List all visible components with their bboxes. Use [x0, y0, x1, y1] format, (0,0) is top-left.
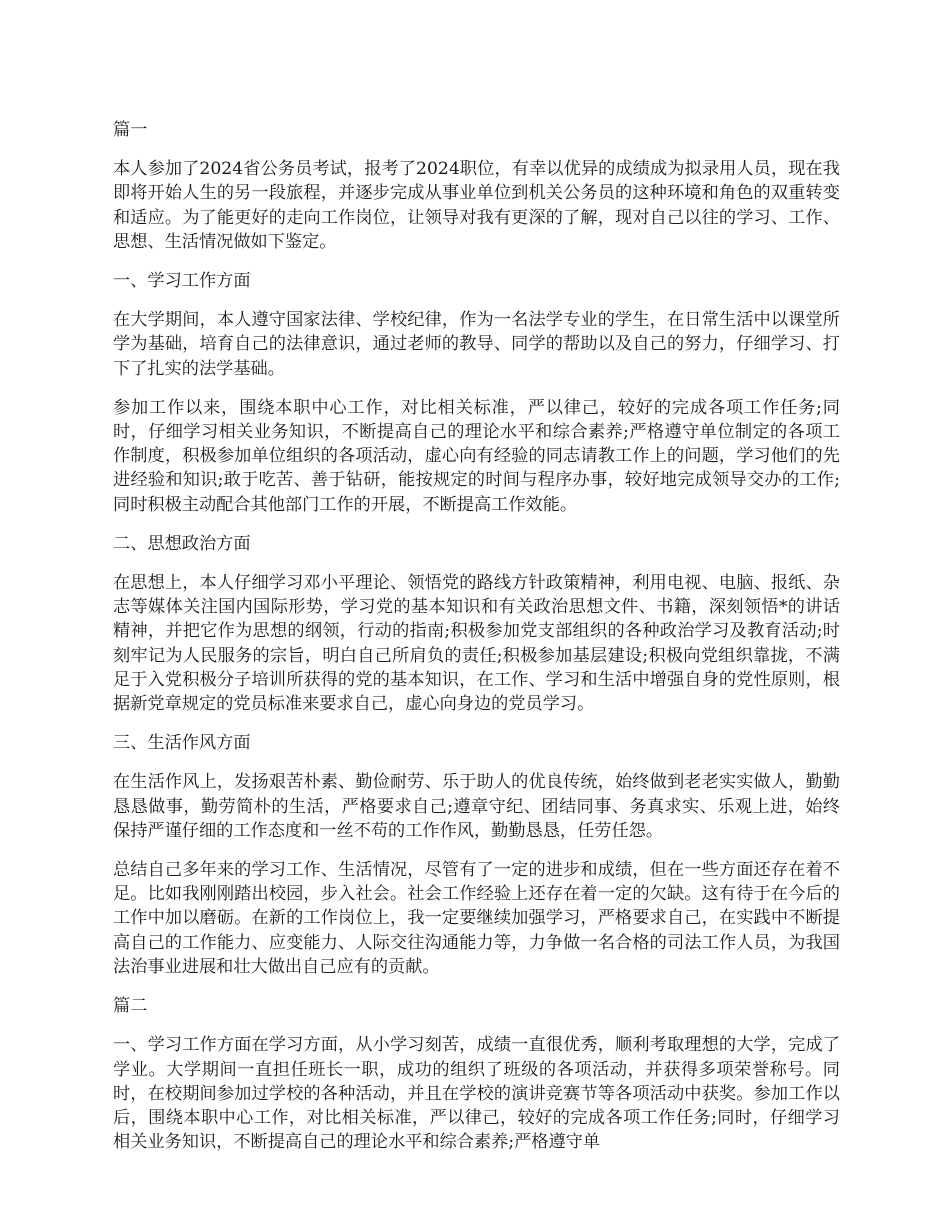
section-heading-political: 二、思想政治方面 [113, 533, 251, 554]
paragraph-intro: 本人参加了2024省公务员考试，报考了2024职位，有幸以优异的成绩成为拟录用人员，现在我即将开始人生的另一段旅程，并逐步完成从事业单位到机关公务员的这种环境和角色的双重转变和适应。为了能更好的走向工作岗位，让领导对我有更深的了解，现对自己以往的学习、工作、思想、生活情况做如下鉴定。 [113, 159, 840, 252]
paragraph-lifestyle: 在生活作风上，发扬艰苦朴素、勤俭耐劳、乐于助人的优良传统，始终做到老老实实做人，勤勤恳恳做事，勤劳简朴的生活，严格要求自己;遵章守纪、团结同事、务真求实、乐观上进，始终保持严谨仔细的工作态度和一丝不苟的工作作风，勤勤恳恳，任劳任怨。 [113, 772, 840, 841]
paragraph-summary: 总结自己多年来的学习工作、生活情况，尽管有了一定的进步和成绩，但在一些方面还存在着不足。比如我刚刚踏出校园，步入社会。社会工作经验上还存在着一定的欠缺。这有待于在今后的工作中加以磨砺。在新的工作岗位上，我一定要继续加强学习，严格要求自己，在实践中不断提高自己的工作能力、应变能力、人际交往沟通能力等，力争做一名合格的司法工作人员，为我国法治事业进展和壮大做出自己应有的贡献。 [113, 860, 840, 977]
section-heading-lifestyle: 三、生活作风方面 [113, 733, 251, 754]
paragraph-political: 在思想上，本人仔细学习邓小平理论、领悟党的路线方针政策精神，利用电视、电脑、报纸、杂志等媒体关注国内国际形势，学习党的基本知识和有关政治思想文件、书籍，深刻领悟*的讲话精神，并把它作为思想的纲领，行动的指南;积极参加党支部组织的各种政治学习及教育活动;时刻牢记为人民服务的宗旨，明白自己所肩负的责任;积极参加基层建设;积极向党组织靠拢，不满足于入党积极分子培训所获得的党的基本知识，在工作、学习和生活中增强自身的党性原则，根据新党章规定的党员标准来要求自己，虚心向身边的党员学习。 [113, 573, 840, 715]
paragraph-part-two: 一、学习工作方面在学习方面，从小学习刻苦，成绩一直很优秀，顺利考取理想的大学，完成了学业。大学期间一直担任班长一职，成功的组织了班级的各项活动，并获得多项荣誉称号。同时，在校期间参加过学校的各种活动，并且在学校的演讲竞赛节等各项活动中获奖。参加工作以后，围绕本职中心工作，对比相关标准，严以律己，较好的完成各项工作任务;同时，仔细学习相关业务知识，不断提高自己的理论水平和综合素养;严格遵守单 [113, 1035, 840, 1153]
paragraph-university: 在大学期间，本人遵守国家法律、学校纪律，作为一名法学专业的学生，在日常生活中以课堂所学为基础，培育自己的法律意识，通过老师的教导、同学的帮助以及自己的努力，仔细学习、打下了扎实的法学基础。 [113, 310, 840, 379]
paragraph-work: 参加工作以来，围绕本职中心工作，对比相关标准，严以律己，较好的完成各项工作任务;同时，仔细学习相关业务知识，不断提高自己的理论水平和综合素养;严格遵守单位制定的各项工作制度，积极参加单位组织的各项活动，虚心向有经验的同志请教工作上的问题，学习他们的先进经验和知识;敢于吃苦、善于钻研，能按规定的时间与程序办事，较好地完成领导交办的工作;同时积极主动配合其他部门工作的开展，不断提高工作效能。 [113, 397, 840, 515]
section-heading-study-work: 一、学习工作方面 [113, 271, 251, 292]
document-page [113, 118, 840, 1169]
section-heading-part-one: 篇一 [113, 120, 148, 140]
section-heading-part-two: 篇二 [113, 996, 148, 1017]
